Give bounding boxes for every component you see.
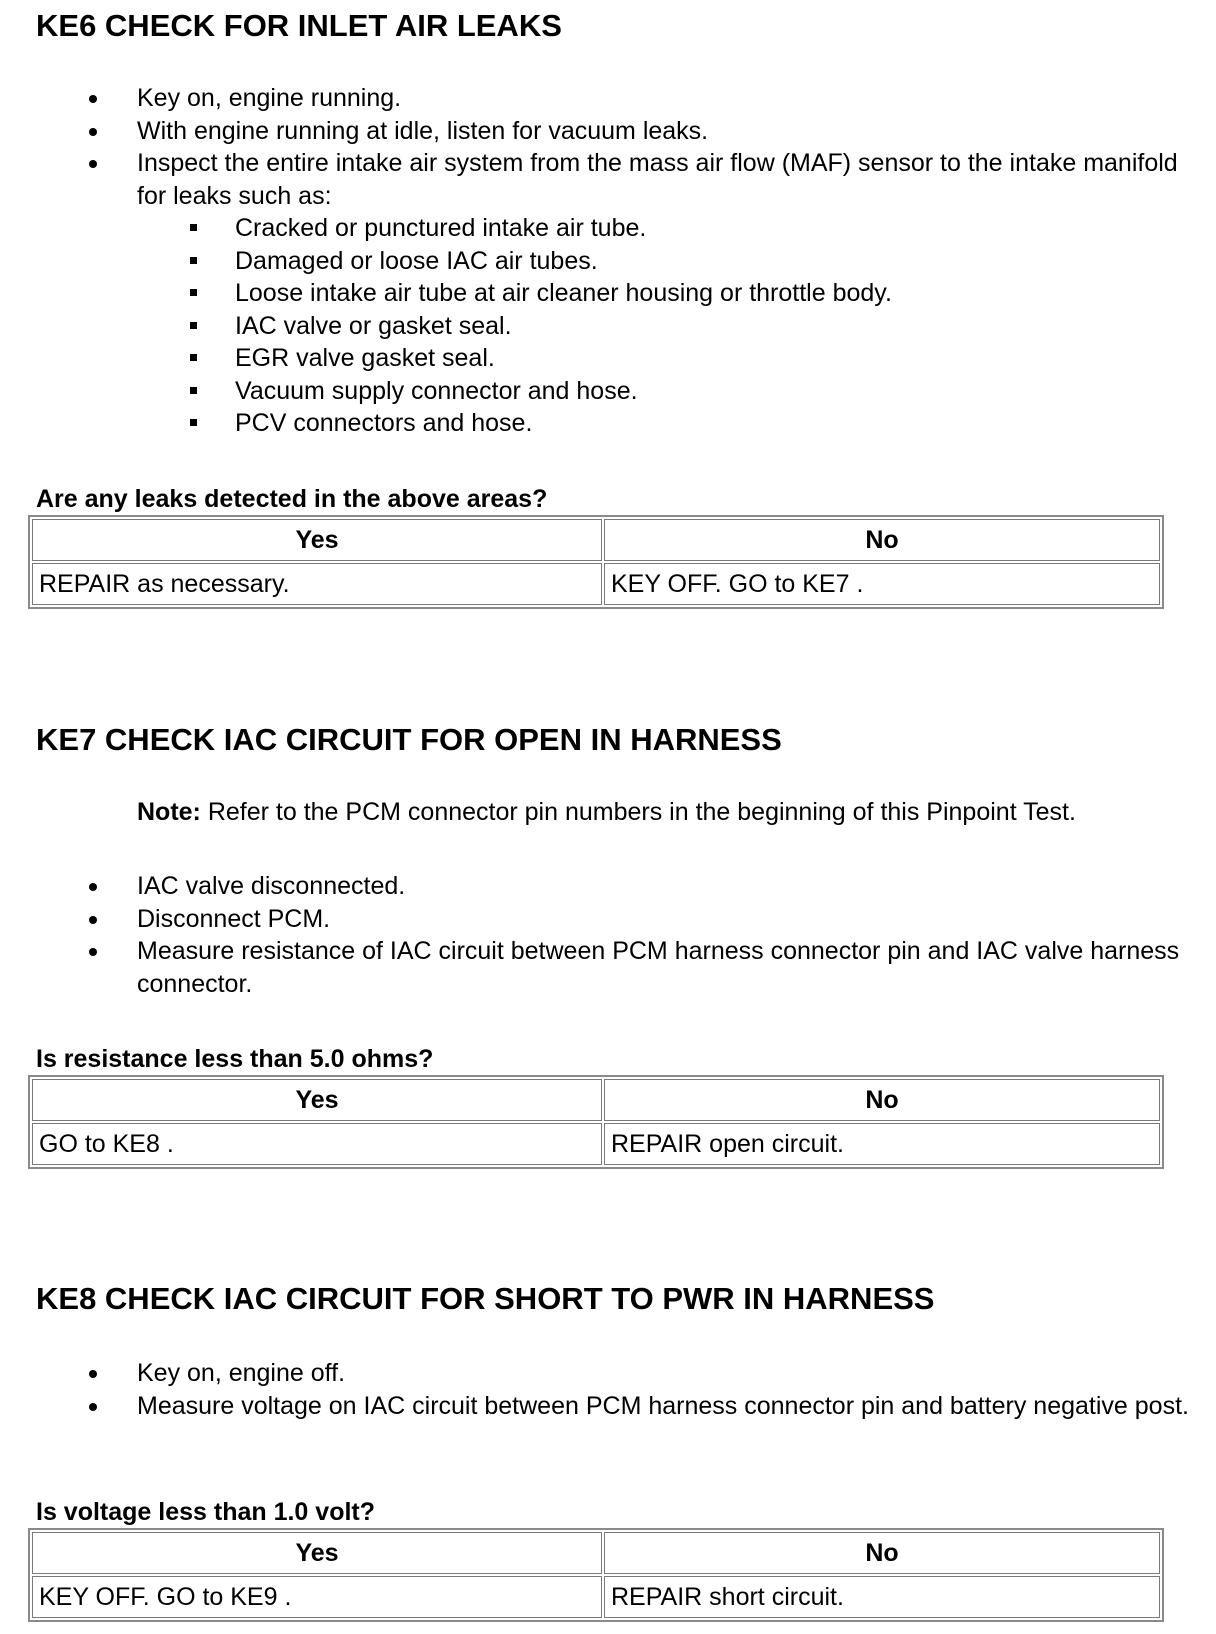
no-header: No xyxy=(604,519,1160,561)
list-item: Loose intake air tube at air cleaner housing or throttle body. xyxy=(135,277,1197,310)
list-item: Key on, engine off. xyxy=(0,1357,1197,1390)
yes-header: Yes xyxy=(32,1079,602,1121)
table-header-row xyxy=(32,1532,1160,1574)
list-item: Measure voltage on IAC circuit between PCM harness connector pin and battery negative post. xyxy=(0,1390,1197,1423)
ke7-result-table xyxy=(28,1075,1164,1169)
note-text: Refer to the PCM connector pin numbers in the beginning of this Pinpoint Test. xyxy=(200,798,1076,826)
ke7-note xyxy=(137,796,1076,828)
table-row xyxy=(32,563,1160,605)
list-item-text: Inspect the entire intake air system from the mass air flow (MAF) sensor to the intake manifold for leaks such as: xyxy=(137,149,1178,210)
yes-cell: REPAIR as necessary. xyxy=(32,563,602,605)
ke6-steps xyxy=(0,82,1216,440)
ke7-steps xyxy=(0,870,1216,1000)
no-header: No xyxy=(604,1532,1160,1574)
list-item: PCV connectors and hose. xyxy=(135,407,1197,440)
ke8-question: Is voltage less than 1.0 volt? xyxy=(36,1498,376,1526)
no-cell: REPAIR short circuit. xyxy=(604,1576,1160,1618)
list-item: Damaged or loose IAC air tubes. xyxy=(135,245,1197,278)
ke6-title: KE6 CHECK FOR INLET AIR LEAKS xyxy=(36,8,562,43)
list-item: Measure resistance of IAC circuit between PCM harness connector pin and IAC valve harness connector. xyxy=(0,935,1197,1000)
ke6-result-table xyxy=(28,515,1164,609)
table-row xyxy=(32,1576,1160,1618)
table-header-row xyxy=(32,1079,1160,1121)
list-item: Vacuum supply connector and hose. xyxy=(135,375,1197,408)
yes-cell: KEY OFF. GO to KE9 . xyxy=(32,1576,602,1618)
table-row xyxy=(32,1123,1160,1165)
list-item: Cracked or punctured intake air tube. xyxy=(135,212,1197,245)
ke6-subitems xyxy=(137,212,1197,440)
ke7-question: Is resistance less than 5.0 ohms? xyxy=(36,1045,434,1073)
table-header-row xyxy=(32,519,1160,561)
ke6-question: Are any leaks detected in the above areas? xyxy=(36,485,548,513)
ke8-result-table xyxy=(28,1528,1164,1622)
list-item xyxy=(0,147,1197,440)
list-item: With engine running at idle, listen for vacuum leaks. xyxy=(0,115,1197,148)
list-item: IAC valve disconnected. xyxy=(0,870,1197,903)
yes-header: Yes xyxy=(32,519,602,561)
list-item: Disconnect PCM. xyxy=(0,903,1197,936)
yes-cell: GO to KE8 . xyxy=(32,1123,602,1165)
no-cell: REPAIR open circuit. xyxy=(604,1123,1160,1165)
no-cell: KEY OFF. GO to KE7 . xyxy=(604,563,1160,605)
ke8-title: KE8 CHECK IAC CIRCUIT FOR SHORT TO PWR IN HARNESS xyxy=(36,1281,935,1316)
list-item: EGR valve gasket seal. xyxy=(135,342,1197,375)
yes-header: Yes xyxy=(32,1532,602,1574)
list-item: IAC valve or gasket seal. xyxy=(135,310,1197,343)
note-label: Note: xyxy=(137,798,201,826)
ke7-title: KE7 CHECK IAC CIRCUIT FOR OPEN IN HARNESS xyxy=(36,722,782,757)
list-item: Key on, engine running. xyxy=(0,82,1197,115)
no-header: No xyxy=(604,1079,1160,1121)
ke8-steps xyxy=(0,1357,1216,1422)
